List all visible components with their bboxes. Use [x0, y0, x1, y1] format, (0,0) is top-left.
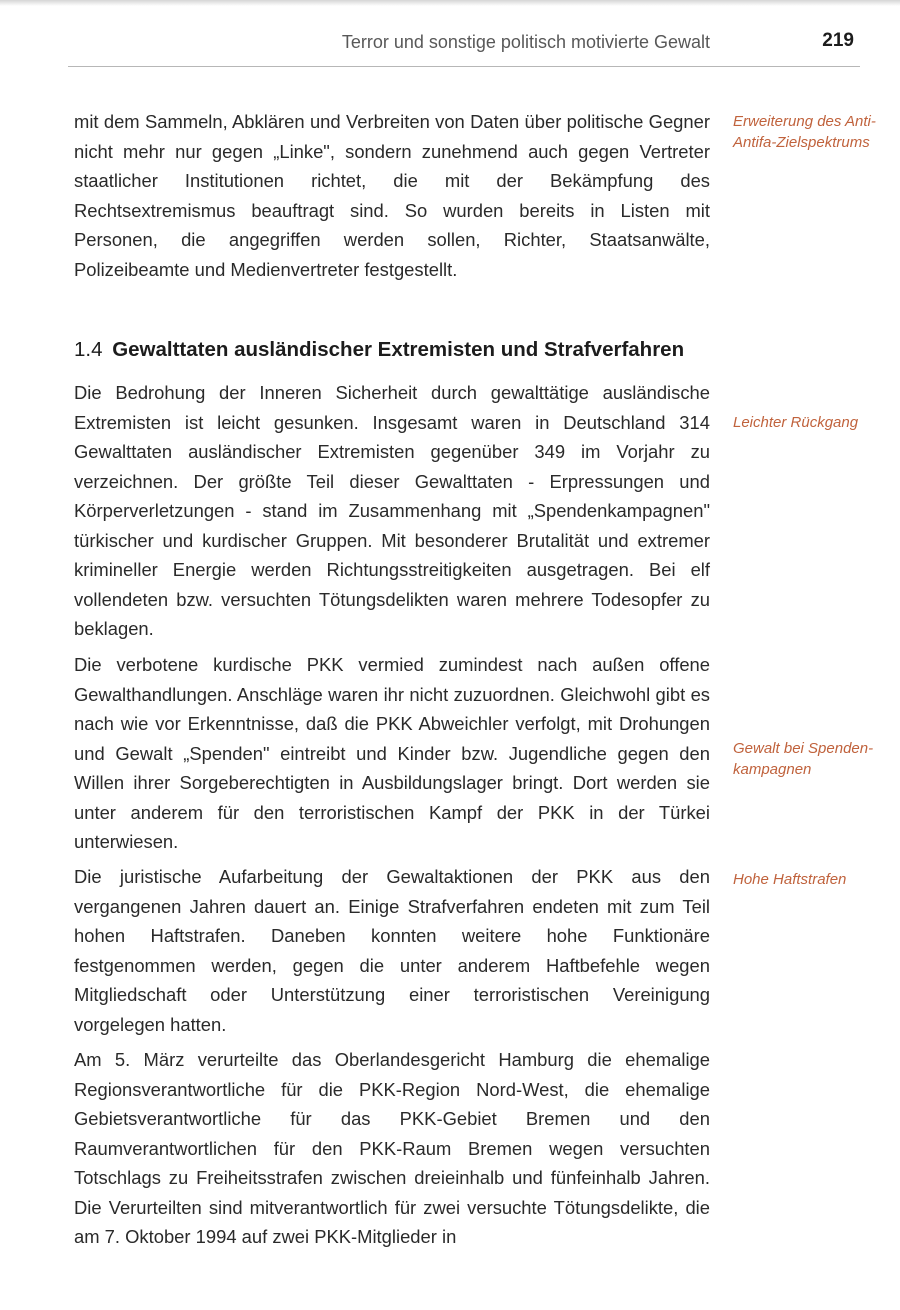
running-title: Terror und sonstige politisch motivierte Gewalt — [341, 32, 710, 52]
margin-note-donation-violence: Gewalt bei Spenden-kampagnen — [733, 740, 874, 778]
section-title: Gewalttaten ausländischer Extremisten und Strafverfahren — [112, 338, 685, 361]
paragraph-anti-antifa: mit dem Sammeln, Abklären und Verbreiten von Daten über politische Gegner nicht mehr nur gegen „Linke", sondern zunehmend auch gegen Vertreter staatlicher Institutionen richtet, die mit der Bekämpfung des Rechtsextremismus beauftragt sind. So wurden bereits in Listen mit Personen, die angegriffen werden sollen, Richter, Staatsanwälte, Polizeibeamte und Medienvertreter festgestellt. — [74, 111, 710, 280]
paragraph-pkk-violence: Die verbotene kurdische PKK vermied zumindest nach außen offene Gewalthandlungen. Anschläge waren ihr nicht zuzuordnen. Gleichwohl gibt es nach wie vor Erkenntnisse, daß die PKK Abweichler verfolgt, mit Drohungen und Gewalt „Spenden" eintreibt und Kinder bzw. Jugendliche gegen den Willen ihrer Sorgeberechtigten in Ausbildungslager bringt. Dort werden sie unter anderem für den terroristischen Kampf der PKK in der Türkei unterwiesen. — [74, 654, 710, 852]
scan-edge — [0, 0, 900, 6]
paragraph-threat-level: Die Bedrohung der Inneren Sicherheit durch gewalttätige ausländische Extremisten ist leicht gesunken. Insgesamt waren in Deutschland 314 Gewalttaten ausländischer Extremisten gegenüber 349 im Vorjahr zu verzeichnen. Der größte Teil dieser Gewalttaten - Erpressungen und Körperverletzungen - stand im Zusammenhang mit „Spendenkampagnen" türkischer und kurdischer Gruppen. Mit besonderer Brutalität und extremer krimineller Energie werden Richtungsstreitigkeiten ausgetragen. Bei elf vollendeten bzw. versuchten Tötungsdelikten waren mehrere Todesopfer zu beklagen. — [74, 382, 710, 639]
margin-note-decline: Leichter Rückgang — [733, 414, 859, 431]
margin-note-anti-antifa: Erweiterung des Anti-Antifa-Zielspektrums — [733, 113, 876, 151]
section-heading — [74, 338, 774, 362]
paragraph-hamburg-verdict: Am 5. März verurteilte das Oberlandesgericht Hamburg die ehemalige Regionsverantwortliche für die PKK-Region Nord-West, die ehemalige Gebietsverantwortliche für das PKK-Gebiet Bremen und den Raumverantwortlichen für den PKK-Raum Bremen wegen versuchten Totschlags zu Freiheitsstrafen zwischen dreieinhalb und fünfeinhalb Jahren. Die Verurteilten sind mitverantwortlich für zwei versuchte Tötungsdelikte, die am 7. Oktober 1994 auf zwei PKK-Mitglieder in — [74, 1049, 710, 1247]
margin-note-high-sentences: Hohe Haftstrafen — [733, 871, 847, 888]
page-number: 219 — [822, 30, 854, 51]
section-number: 1.4 — [74, 338, 103, 361]
paragraph-legal-processing: Die juristische Aufarbeitung der Gewaltaktionen der PKK aus den vergangenen Jahren dauert an. Einige Strafverfahren endeten mit zum Teil hohen Haftstrafen. Daneben konnten weitere hohe Funktionäre festgenommen werden, gegen die unter anderem Haftbefehle wegen Mitgliedschaft oder Unterstützung einer terroristischen Vereinigung vorgelegen hatten. — [74, 866, 710, 1035]
page-header — [68, 32, 860, 67]
